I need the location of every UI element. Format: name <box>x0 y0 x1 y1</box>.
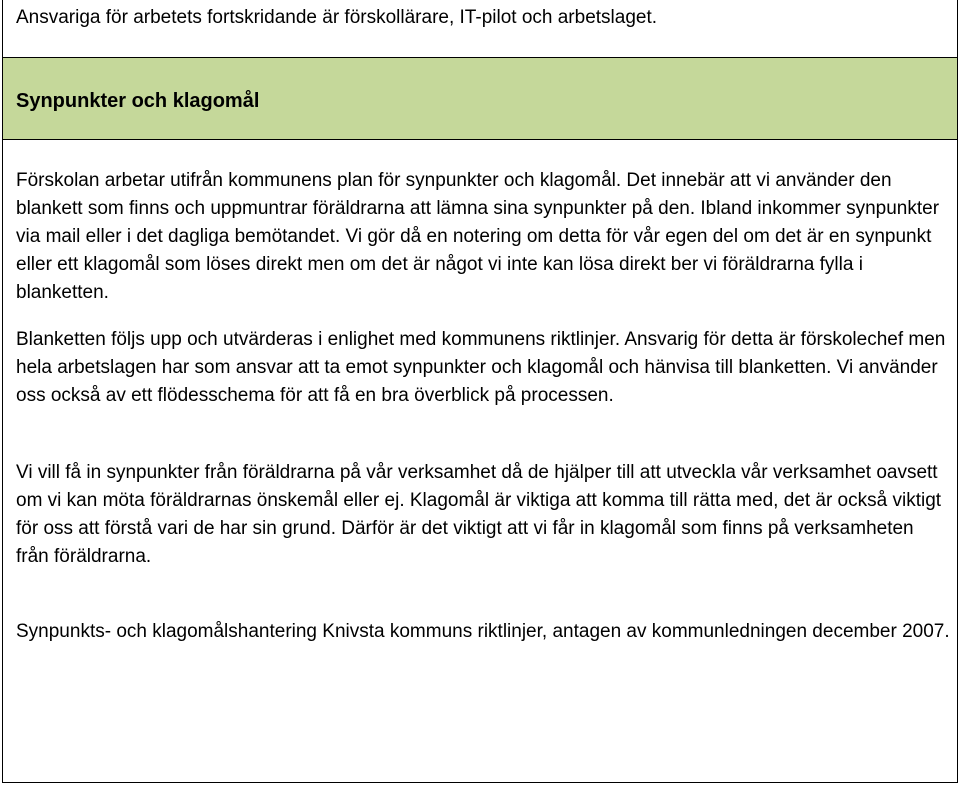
document-table <box>2 0 958 783</box>
responsibility-row <box>3 0 957 58</box>
section-heading: Synpunkter och klagomål <box>16 90 260 112</box>
body-paragraph: Förskolan arbetar utifrån kommunens plan för synpunkter och klagomål. Det innebär att vi använder den blankett som finns och uppmuntrar föräldrarna att lämna sina synpunkter på den. Ibland inkommer synpunkter via mail eller i det dagliga bemötandet. Vi gör då en notering om detta för vår egen del om det är en synpunkt eller ett klagomål som löses direkt men om det är något vi inte kan lösa direkt ber vi föräldrarna fylla i blanketten. <box>16 170 940 303</box>
body-paragraph: Vi vill få in synpunkter från föräldrarna på vår verksamhet då de hjälper till att utveckla vår verksamhet oavsett om vi kan möta föräldrarnas önskemål eller ej. Klagomål är viktiga att komma till rätta med, det är också viktigt för oss att förstå vari de har sin grund. Därför är det viktigt att vi får in klagomål som finns på verksamheten från föräldrarna. <box>16 462 942 567</box>
section-body <box>3 140 957 783</box>
body-paragraph: Blanketten följs upp och utvärderas i enlighet med kommunens riktlinjer. Ansvarig för detta är förskolechef men hela arbetslagen har som ansvar att ta emot synpunkter och klagomål och hänvisa till blanketten. Vi använder oss också av ett flödesschema för att få en bra överblick på processen. <box>16 329 946 406</box>
section-heading-row <box>3 58 957 140</box>
responsibility-text: Ansvariga för arbetets fortskridande är förskollärare, IT-pilot och arbetslaget. <box>16 7 658 28</box>
reference-paragraph: Synpunkts- och klagomålshantering Knivsta kommuns riktlinjer, antagen av kommunledningen december 2007. <box>16 621 950 642</box>
